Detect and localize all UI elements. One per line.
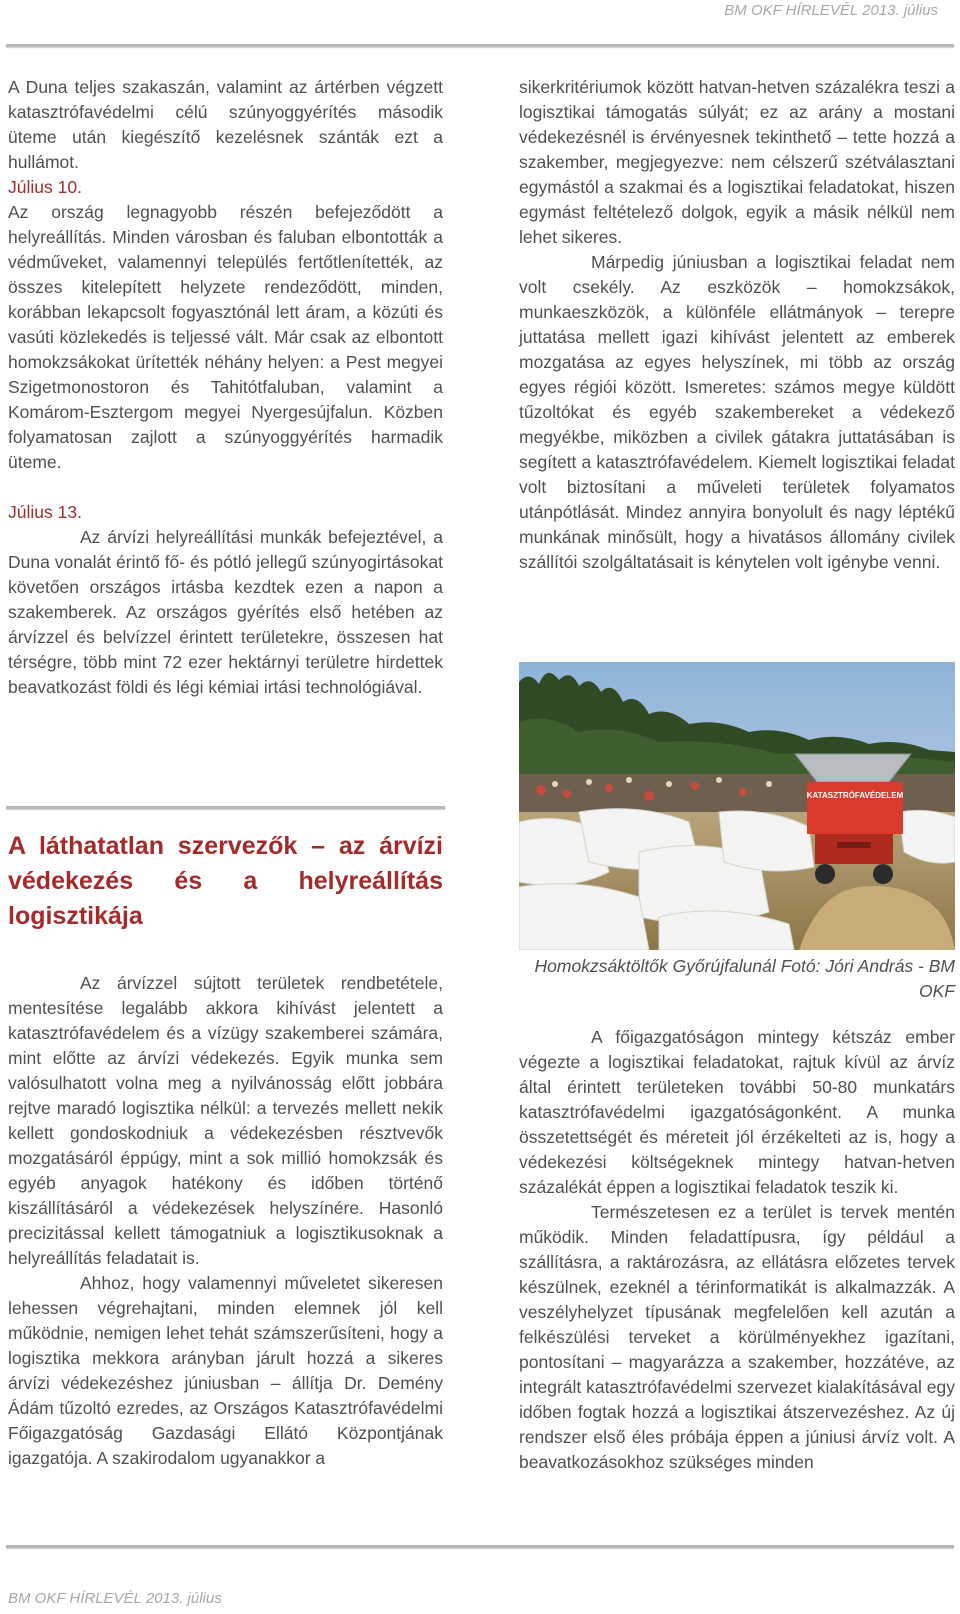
section-rule [6, 806, 445, 809]
date-heading: Július 10. [8, 177, 82, 197]
article-column [8, 829, 443, 1471]
footer-title: BM OKF HÍRLEVÉL 2013. július [8, 1590, 222, 1607]
paragraph: Az ország legnagyobb részén befejeződött a helyreállítás. Minden városban és faluban elbontották a védműveket, valamennyi település fertőtlenítették, az összes kitelepített helyzete rendeződött, minden, korábban lekapcsolt fogyasztónál lett áram, a közúti és vasúti közlekedés is teljessé vált. Már csak az elbontott homokzsákokat ürítették néhány helyen: a Pest megyei Szigetmonostoron és Tahitótfaluban, valamint a Komárom-Esztergom megyei Nyergesújfalun. Közben folyamatosan zajlott a szúnyoggyérítés harmadik üteme. [8, 202, 443, 472]
right-column [519, 75, 955, 575]
header-rule [6, 44, 954, 47]
paragraph: Természetesen ez a terület is tervek mentén működik. Minden feladattípusra, így például a szállításra, a raktározásra, az ellátásra előzetes tervek készülnek, ezeknél a térinformatikát is alkalmazzák. A veszélyhelyzet típusának megfelelően kell azután a felkészülési terveket a körülményekhez igazítani, pontosítani – magyarázza a szakember, hozzátéve, az integrált katasztrófavédelmi szervezet kialakításával egy időben fogtak hozzá a logisztikai átszervezéshez. Az új rendszer első éles próbája éppen a júniusi árvíz volt. A beavatkozásokhoz szükséges minden [519, 1202, 955, 1472]
sandbag-filling-photo [519, 662, 955, 950]
header-title: BM OKF HÍRLEVÉL 2013. július [724, 2, 938, 19]
right-column-lower [519, 1025, 955, 1475]
paragraph: Az árvízi helyreállítási munkák befejeztével, a Duna vonalát érintő fő- és pótló jellegű szúnyogirtásokat követően országos irtásba kezdtek ezen a napon a szakemberek. Az országos gyérítés első hetében az árvízzel és belvízzel érintett területekre, összesen hat térségre, több mint 72 ezer hektárnyi területre hirdettek beavatkozást földi és légi kémiai irtási technológiával. [8, 527, 443, 697]
paragraph: Ahhoz, hogy valamennyi műveletet sikeresen lehessen végrehajtani, minden elemnek jól kell működnie, nemigen lehet tehát számszerűsíteni, hogy a logisztika mekkora arányban járult hozzá a sikeres árvízi védekezéshez júniusban – állítja Dr. Demény Ádám tűzoltó ezredes, az Országos Katasztrófavédelmi Főigazgatóság Gazdasági Ellátó Központjának igazgatója. A szakirodalom ugyanakkor a [8, 1273, 443, 1468]
paragraph: A Duna teljes szakaszán, valamint az ártérben végzett katasztrófavédelmi célú szúnyoggyérítés második üteme után kiegészítő kezelésnek szánták ezt a hullámot. [8, 77, 443, 172]
paragraph: Az árvízzel sújtott területek rendbetétele, mentesítése legalább akkora kihívást jelentett a katasztrófavédelem és a vízügy szakemberei számára, mint előtte az árvízi védekezés. Egyik munka sem valósulhatott volna meg a nyilvánosság előtt jobbára rejtve maradó logisztika nélkül: a tervezés mellett nekik kellett gondoskodniuk a védekezésben résztvevők mozgatásáról éppúgy, mint a sok millió homokzsák és egyéb anyagok hatékony és időben történő kiszállításáról a védekezések helyszínére. Hasonló precizitással kellett támogatniuk a logisztikusoknak a helyreállítás feladatait is. [8, 973, 443, 1268]
photo-caption: Homokzsáktöltők Győrújfalunál Fotó: Jóri András - BM OKF [534, 956, 955, 1001]
article-title: A láthatatlan szervezők – az árvízi védekezés és a helyreállítás logisztikája [8, 832, 443, 930]
paragraph: Márpedig júniusban a logisztikai feladat nem volt csekély. Az eszközök – homokzsákok, munkaeszközök, a különféle ellátmányok – terepre juttatása mellett igazi kihívást jelentett az emberek mozgatása az egyes helyszínek, mi több az ország egyes régiói között. Ismeretes: számos megye küldött tűzoltókat és egyéb szakembereket a védekező megyékbe, miközben a civilek gátakra juttatásában is segített a katasztrófavédelem. Kiemelt logisztikai feladat volt biztosítani a műveleti területek folyamatos utánpótlását. Mindez annyira bonyolult és nagy léptékű munkának minősült, hogy a hivatásos állomány civilek szállítói szolgáltatásait is kénytelen volt igénybe venni. [519, 252, 955, 572]
paragraph: sikerkritériumok között hatvan-hetven százalékra teszi a logisztikai támogatás súlyát; ez az arány a mostani védekezésnél is érvényesnek tekinthető – tette hozzá a szakember, megjegyezve: nem célszerű szétválasztani egymástól a szakmai és a logisztikai feladatokat, hiszen egymást feltételező dolgok, egyik a másik nélkül nem lehet sikeres. [519, 77, 955, 247]
left-column [8, 75, 443, 700]
date-heading: Július 13. [8, 502, 82, 522]
footer-rule [6, 1545, 954, 1548]
paragraph: A főigazgatóságon mintegy kétszáz ember végezte a logisztikai feladatokat, rajtuk kívül az árvíz által érintett területeken további 50-80 munkatárs katasztrófavédelmi igazgatóságonként. A munka összetettségét és méreteit jól érzékelteti az is, hogy a védekezési költségeknek mintegy hatvan-hetven százalékát éppen a logisztikai feladatok teszik ki. [519, 1027, 955, 1197]
machine-sign: KATASZTRÓFAVÉDELEM [806, 791, 904, 800]
